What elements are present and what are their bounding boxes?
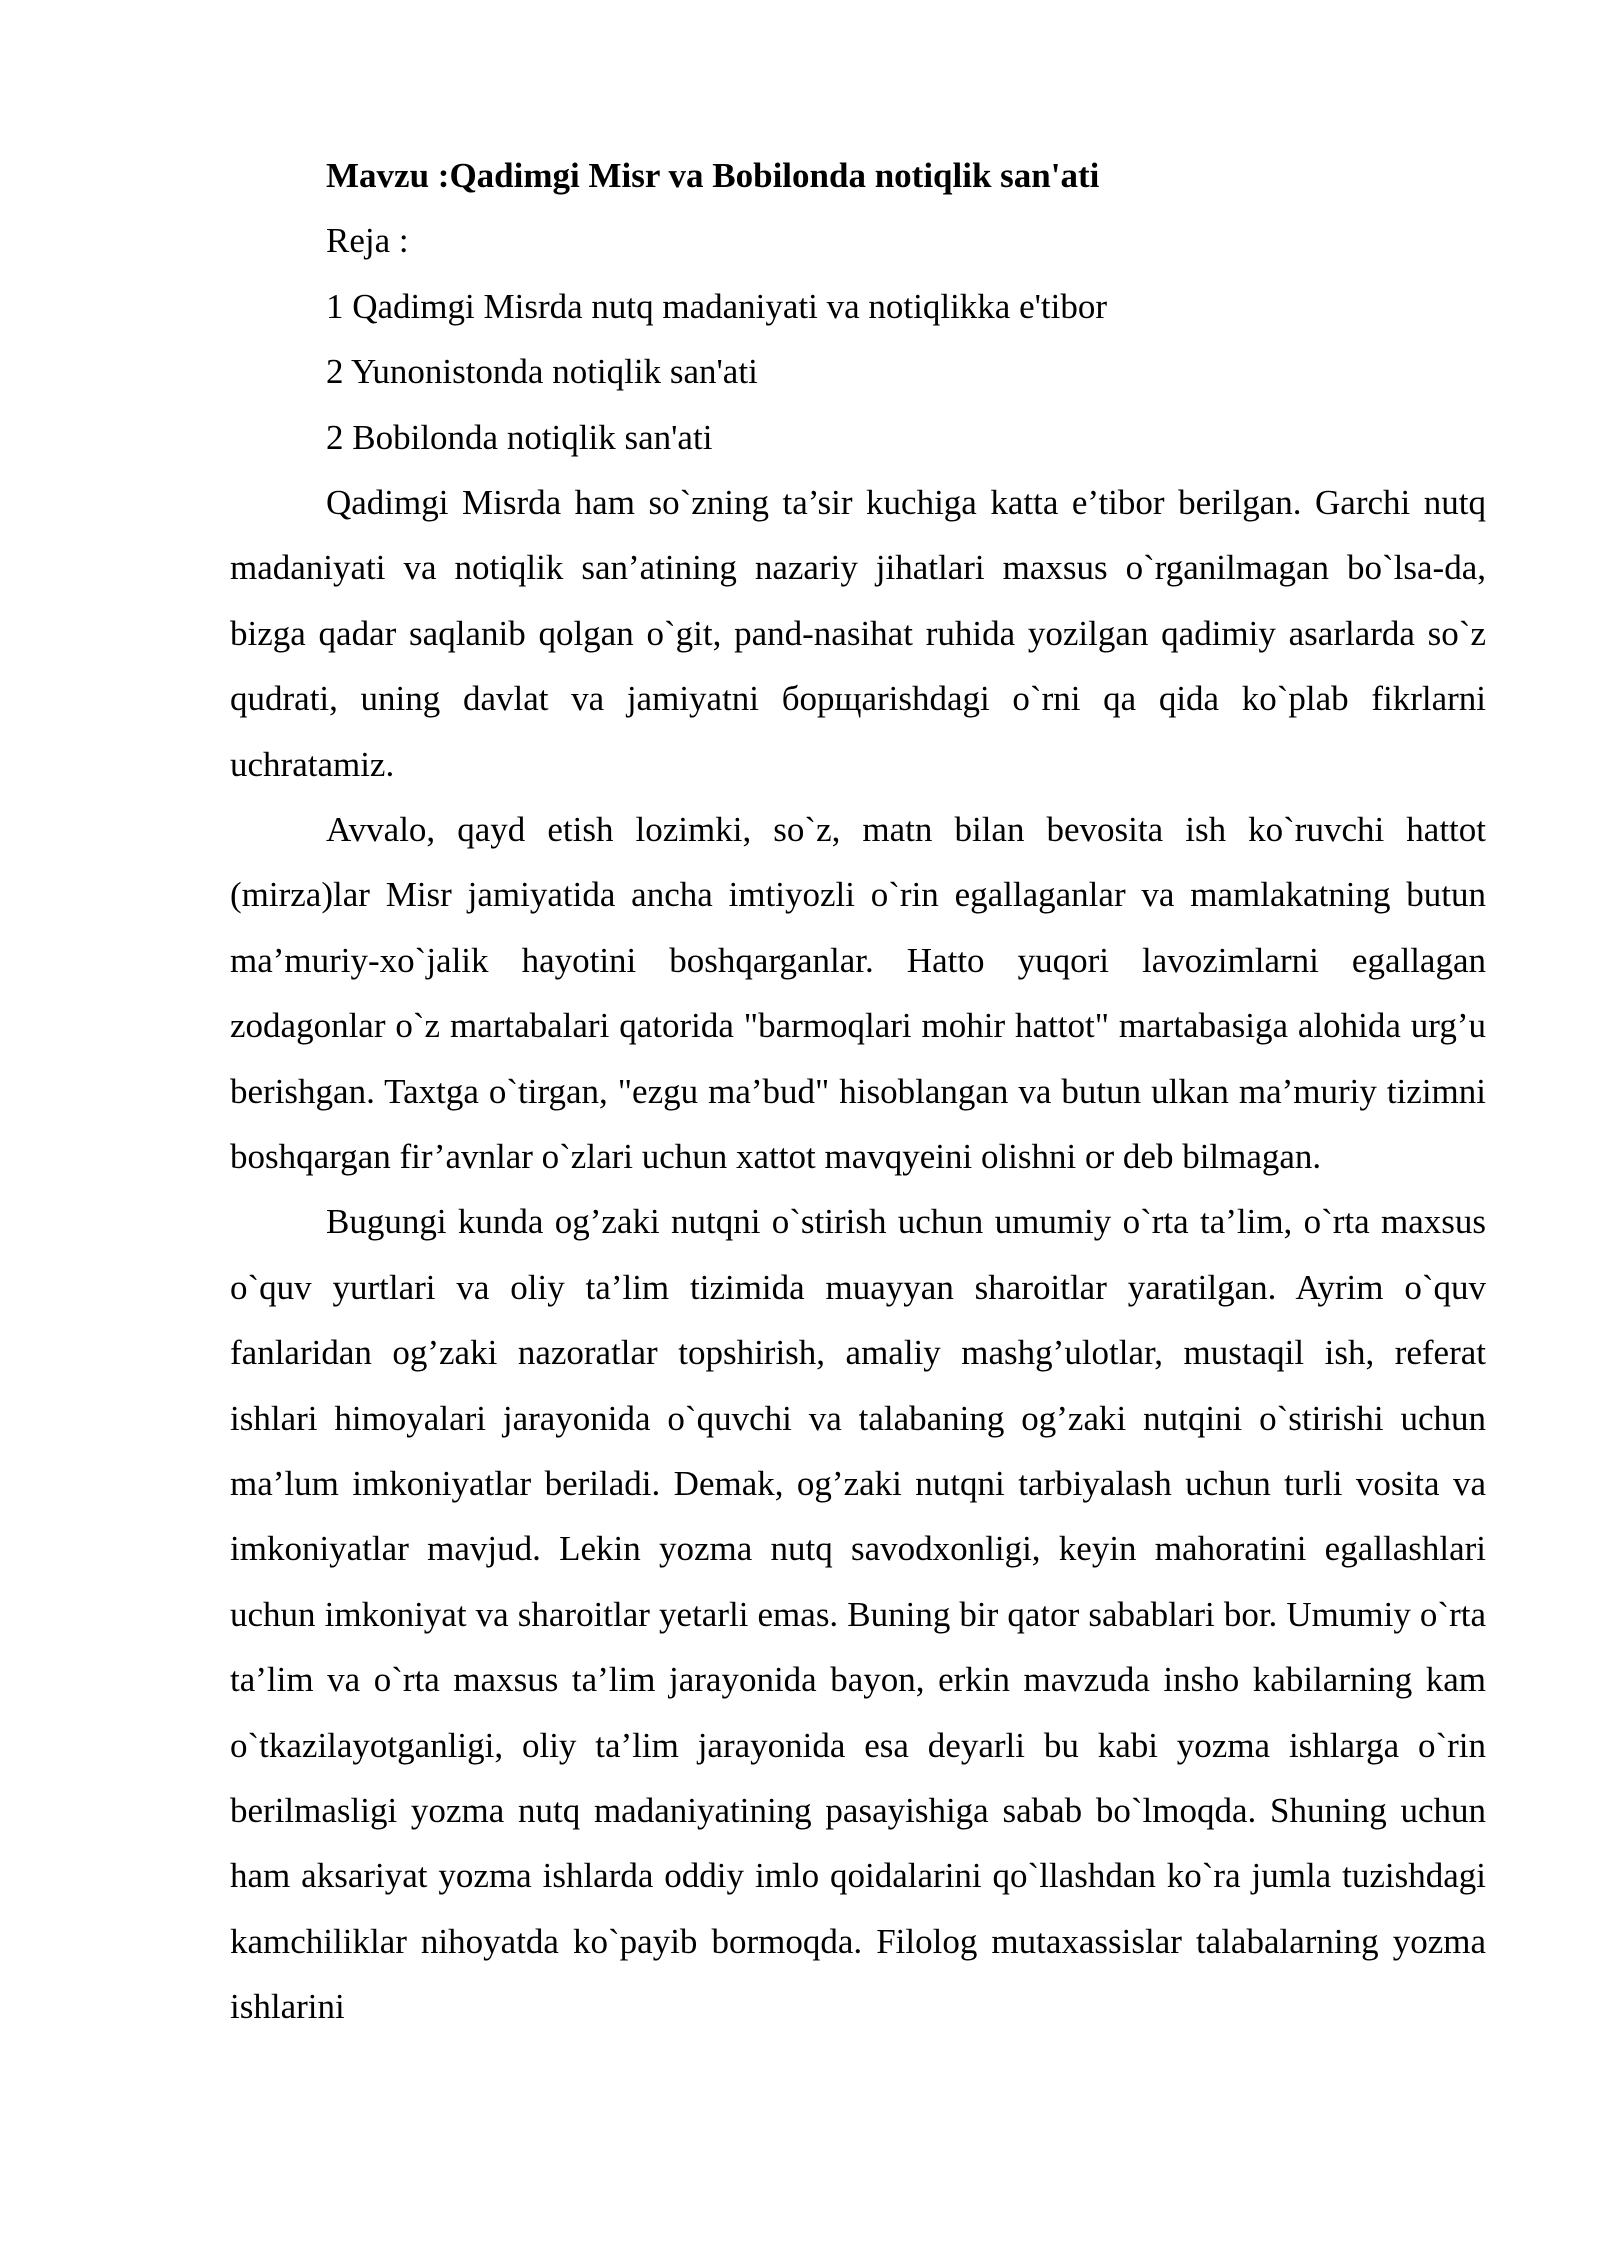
- page-title: Mavzu :Qadimgi Misr va Bobilonda notiqlik san'ati: [326, 156, 1100, 195]
- plan-label: Reja :: [326, 221, 409, 261]
- plan-item-1: 1 Qadimgi Misrda nutq madaniyati va notiqlikka e'tibor: [326, 286, 1108, 326]
- document-body: [230, 143, 1486, 2040]
- paragraph-3: Bugungi kunda og’zaki nutqni o`stirish uchun umumiy o`rta ta’lim, o`rta maxsus o`quv yurtlari va oliy ta’lim tizimida muayyan sharoitlar yaratilgan. Ayrim o`quv fanlaridan og’zaki nazoratlar topshirish, amaliy mashg’ulotlar, mustaqil ish, referat ishlari himoyalari jarayonida o`quvchi va talabaning og’zaki nutqini o`stirishi uchun ma’lum imkoniyatlar beriladi. Demak, og’zaki nutqni tarbiyalash uchun turli vosita va imkoniyatlar mavjud. Lekin yozma nutq savodxonligi, keyin mahoratini egallashlari uchun imkoniyat va sharoitlar yetarli emas. Buning bir qator sabablari bor. Umumiy o`rta ta’lim va o`rta maxsus ta’lim jarayonida bayon, erkin mavzuda insho kabilarning kam o`tkazilayotganligi, oliy ta’lim jarayonida esa deyarli bu kabi yozma ishlarga o`rin berilmasligi yozma nutq madaniyatining pasayishiga sabab bo`lmoqda. Shuning uchun ham aksariyat yozma ishlarda oddiy imlo qoidalarini qo`llashdan ko`ra jumla tuzishdagi kamchiliklar nihoyatda ko`payib bormoqda. Filolog mutaxassislar talabalarning yozma ishlarini: [230, 1202, 1486, 2027]
- paragraph-1: Qadimgi Misrda ham so`zning ta’sir kuchiga katta e’tibor berilgan. Garchi nutq madaniyati va notiqlik san’atining nazariy jihatlari maxsus o`rganilmagan bo`lsa-da, bizga qadar saqlanib qolgan o`git, pand-nasihat ruhida yozilgan qadimiy asarlarda so`z qudrati, uning davlat va jamiyatni борщarishdagi o`rni qa qida ko`plab fikrlarni uchratamiz.: [230, 482, 1486, 784]
- paragraph-2: Avvalo, qayd etish lozimki, so`z, matn bilan bevosita ish ko`ruvchi hattot (mirza)lar Misr jamiyatida ancha imtiyozli o`rin egallaganlar va mamlakatning butun ma’muriy-xo`jalik hayotini boshqarganlar. Hatto yuqori lavozimlarni egallagan zodagonlar o`z martabalari qatorida "barmoqlari mohir hattot" martabasiga alohida urg’u berishgan. Taxtga o`tirgan, "ezgu ma’bud" hisoblangan va butun ulkan ma’muriy tizimni boshqargan fir’avnlar o`zlari uchun xattot mavqyeini olishni or deb bilmagan.: [230, 809, 1486, 1177]
- plan-item-3: 2 Bobilonda notiqlik san'ati: [326, 417, 713, 457]
- plan-item-2: 2 Yunonistonda notiqlik san'ati: [326, 352, 758, 392]
